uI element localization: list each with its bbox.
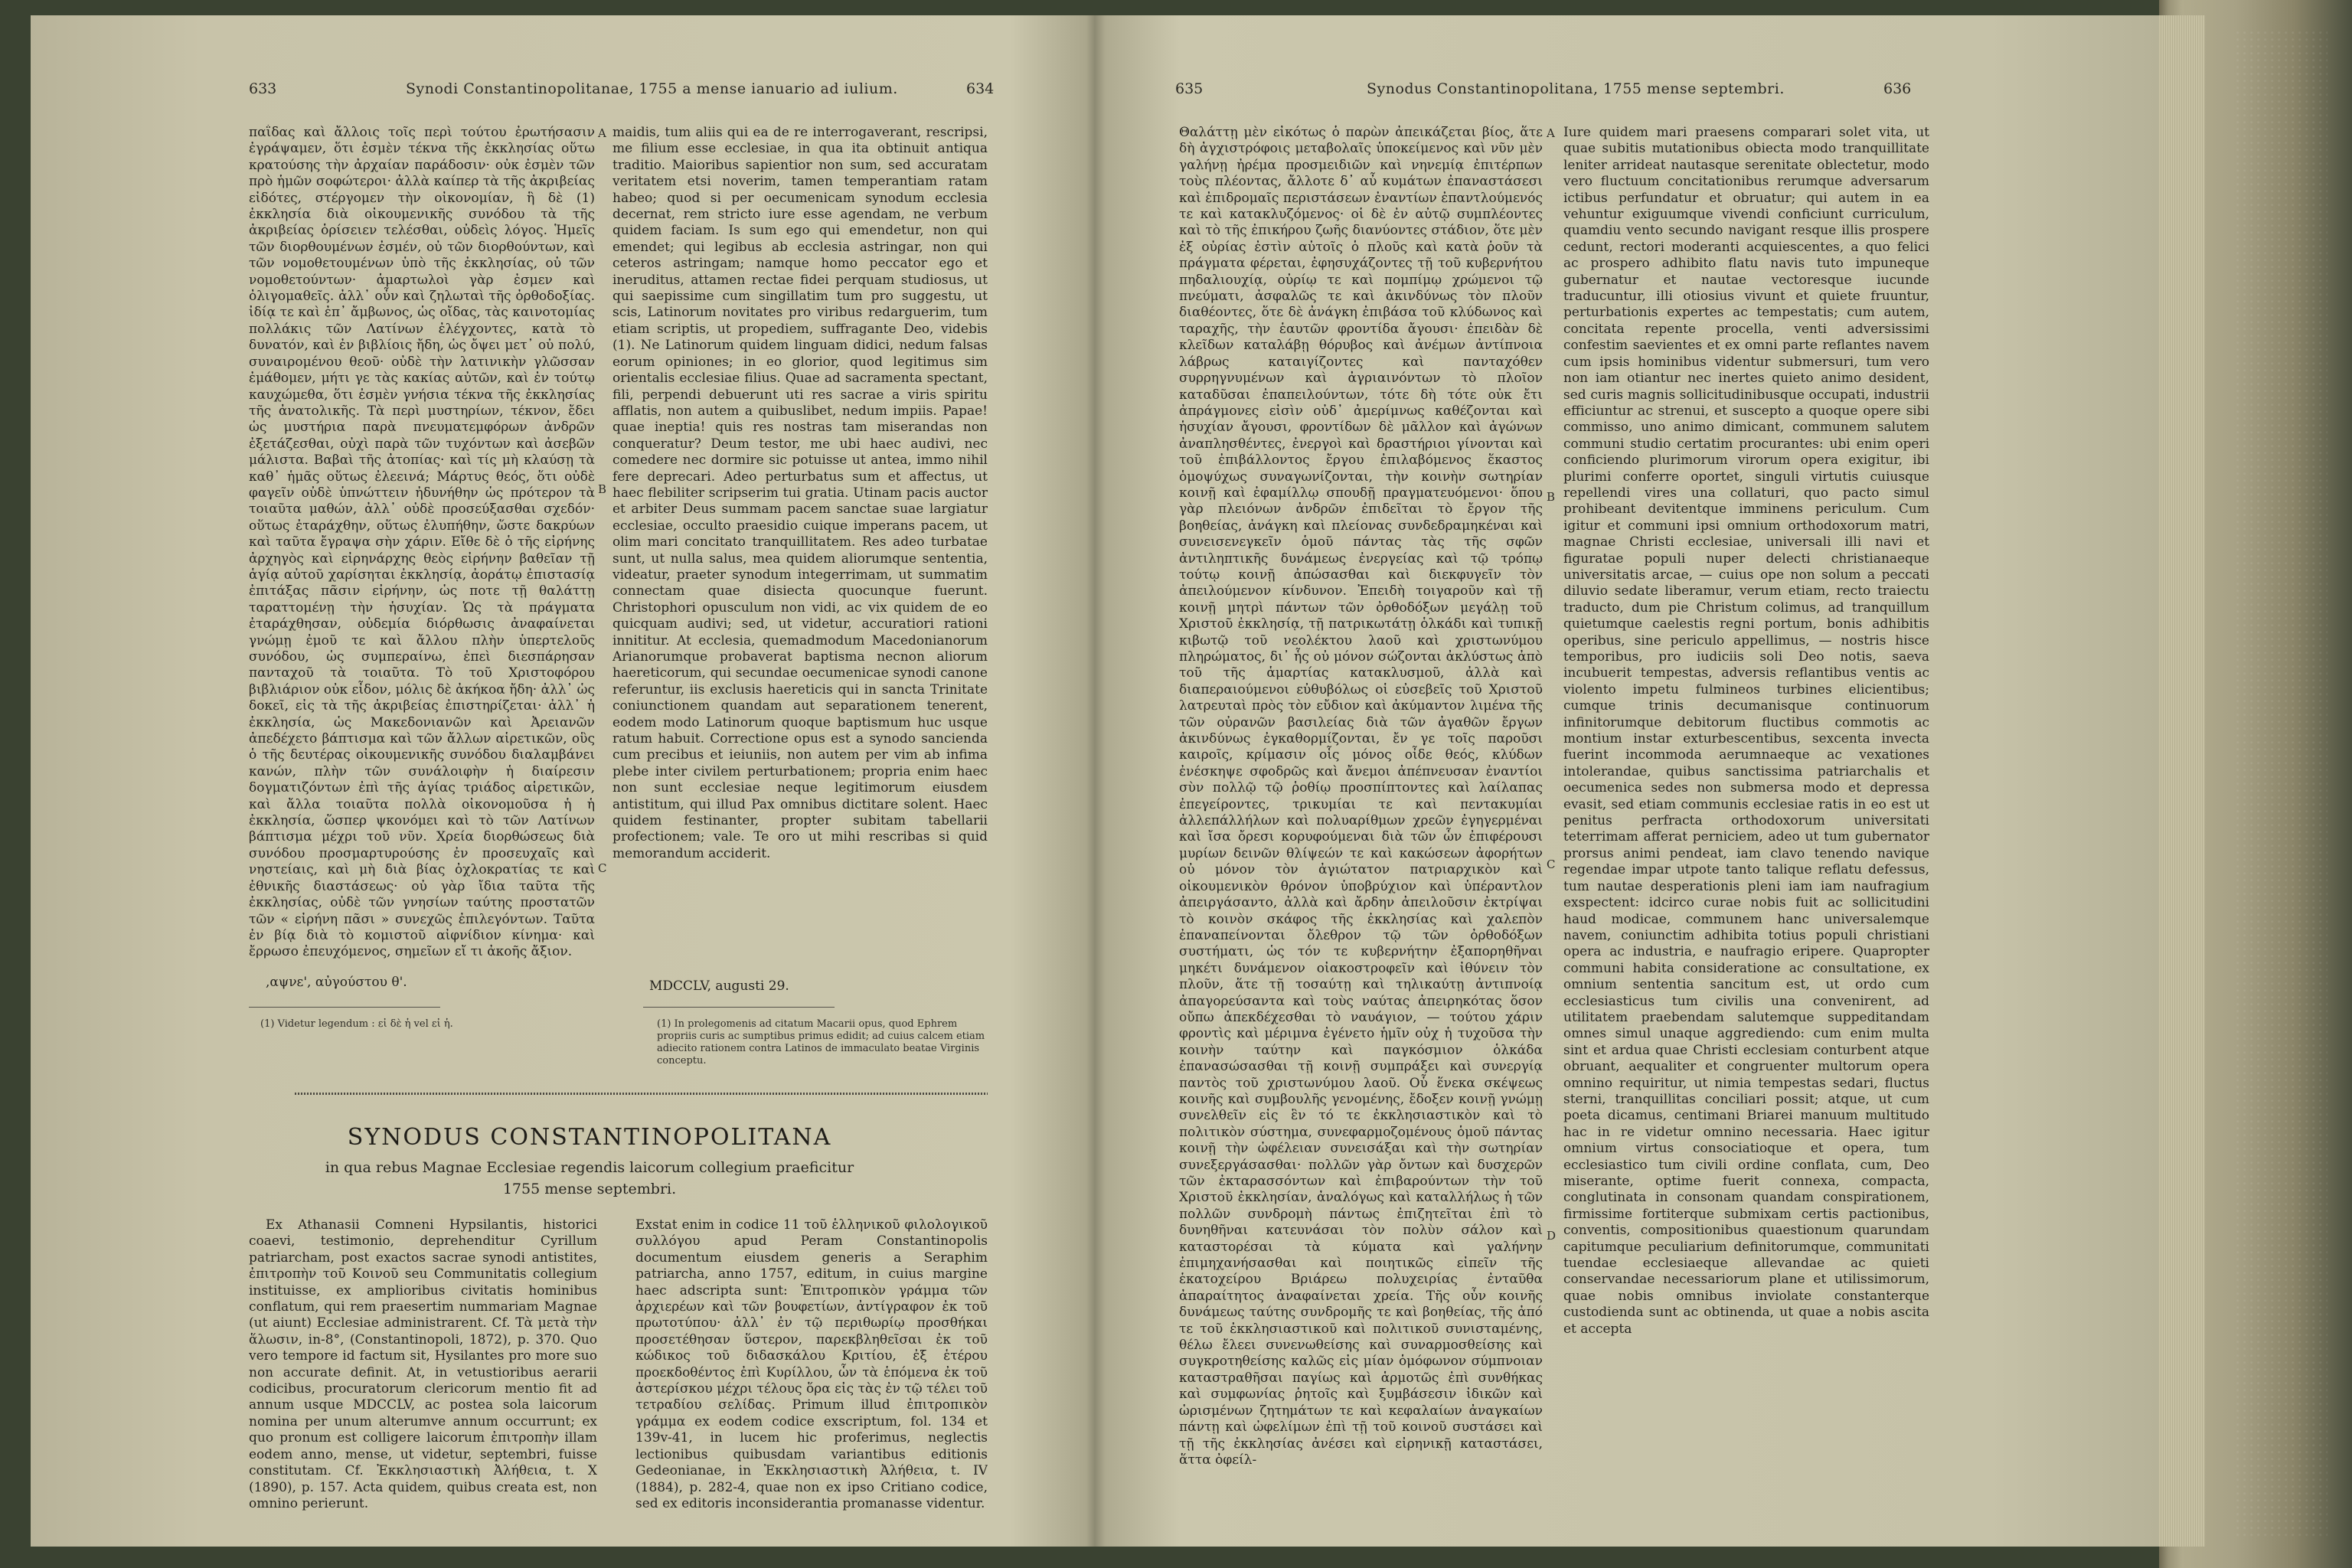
intro-column-2 [635, 1217, 988, 1524]
margin-letter-b: B [598, 482, 607, 496]
greek-letter-column [249, 125, 595, 1005]
intro-text-2: Exstat enim in codice 11 τοῦ ἑλληνικοῦ φιλολογικοῦ συλλόγου apud Peram Constantinopolis documentum eiusdem generis a Seraphim patriarcha, anno 1757, editum, in cuius margine haec adscripta sunt: Ἐπιτροπικὸν γράμμα τῶν ἀρχιερέων καὶ τῶν βουφετίων, ἀντίγραφον ἐκ τοῦ πρωτοτύπου· ἀλλ᾽ ἐν τῷ περιθωρίῳ προσθήκαι προσετέθησαν ὕστερον, παρεκβληθεῖσαι ἐκ τοῦ κώδικος τοῦ διδασκάλου Κριτίου, ἐξ ἑτέρου προεκδοθέντος ἐπὶ Κυρίλλου, ὧν τὰ ἑπόμενα ἐκ τοῦ ἀστερίσκου μέχρι τέλους ὅρα εἰς τὰς ἐν τῷ τέλει τοῦ τετραδίου σελίδας. Primum illud ἐπιτροπικὸν γράμμα ex eodem codice exscriptum, fol. 134 et 139v-41, in lucem hic proferimus, neglectis lectionibus quibusdam variantibus editionis Gedeonianae, in Ἐκκλησιαστικὴ Ἀλήθεια, t. IV (1884), p. 282-4, quae non ex ipso Critiano codice, sed ex editoris inconsiderantia promanasse videntur. [635, 1217, 988, 1511]
section-divider [295, 1093, 988, 1095]
footnote-rule-right [643, 1007, 835, 1008]
intro-column-1 [249, 1217, 597, 1524]
section-subtitle-1: in qua rebus Magnae Ecclesiae regendis laicorum collegium praeficitur [325, 1159, 854, 1176]
running-head-right: Synodus Constantinopolitana, 1755 mense septembri. [1367, 80, 1785, 97]
margin-letter-d-right: D [1547, 1229, 1557, 1243]
latin-synod-column [1563, 125, 1929, 1526]
running-head-left: Synodi Constantinopolitanae, 1755 a mense ianuario ad iulium. [406, 80, 898, 97]
section-title: SYNODUS CONSTANTINOPOLITANA [347, 1124, 832, 1151]
page-number-635: 635 [1175, 80, 1204, 97]
latin-letter-date: MDCCLV, augusti 29. [649, 978, 789, 994]
page-number-633: 633 [249, 80, 277, 97]
cover-texture [2236, 31, 2328, 1539]
greek-synod-column [1179, 125, 1543, 1526]
latin-letter-column [612, 125, 988, 971]
page-number-634: 634 [966, 80, 995, 97]
margin-letter-a-right: A [1547, 126, 1555, 140]
margin-letter-c-right: C [1547, 858, 1556, 871]
page-edges [2159, 15, 2205, 1547]
latin-synod-text: Iure quidem mari praesens comparari solet vita, ut quae subitis mutationibus obiecta modo tranquillitate leniter arrideat nautasque serenitate oblectetur, modo vero fluctuum concitationibus rerumque adversarum ictibus perfundatur et obruatur; qui autem in ea vehuntur exiguumque vivendi conficiunt curriculum, quamdiu vento secundo navigant resque illis prospere cedunt, rectori moderanti acquiescentes, a quo felici ac prospero adhibito flatu navis tuto impuneque gubernatur et nautae vectoresque iucunde traducuntur, illi otiosius vivunt et quiete fruuntur, perturbationis expertes ac tempestatis; cum autem, concitata repente procella, venti adversissimi confestim saevientes et ex omni parte reflantes navem cum ipsis hominibus videntur submersuri, tum vero non iam otiantur nec inertes quieto animo desident, sed curis magnis sollicitudinibusque occupati, industrii efficiuntur ac strenui, et suscepto a quoque opere sibi commisso, uno animo dimicant, communem salutem communi studio certatim procurantes: ubi enim operi conficiendo plurimorum virorum opera exigitur, ibi plurimi conferre oportet, singuli virtutis cuiusque repellendi vires una collaturi, quo pacto simul prohibeant devitentque imminens periculum. Cum igitur et communi ipsi omnium orthodoxorum matri, magnae Christi ecclesiae, universali illi navi et figuratae populi nuper delecti christianaeque universitatis arcae, — cuius ope non solum a peccati diluvio sedate liberamur, verum etiam, recto traiectu traducto, dum pie Christum colimus, ad tranquillum quietumque caelestis regni portum, bonis adhibitis operibus, sine periculo appellimus, — nostris hisce temporibus, pro iudiciis soli Deo notis, saeva incubuerit tempestas, adversis reflantibus ventis ac violento impetu fulmineos turbines elicientibus; cumque trinis decumanisque continuorum infinitorumque debitorum fluctibus commotis ac montium instar exturbescentibus, sexcenta invecta fuerint incommoda aerumnaeque ac vexationes intolerandae, quibus sanctissima patriarchalis et oecumenica sedes non submersa modo et depressa evasit, sed etiam communis ecclesiae ratis in eo est ut penitus perfracta orthodoxorum universitati teterrimam afferat perniciem, adeo ut tum gubernator prorsus animi pendeat, iam clavo tenendo navique regendae impar utpote tanto talique reflatu defessus, tum nautae desperationis pleni iam iam naufragium exspectent: idcirco curae nobis fuit ac sollicitudini haud modicae, communem hanc universalemque navem, coniunctim adhibita totius populi christiani opera ac industria, e naufragio eripere. Quapropter communi habita consideratione ac consultatione, ex omnium sententia sancitum est, ut ordo cum ecclesiasticus tum civilis una convenirent, ad utilitatem praebendam salutemque suppeditandam omnes simul unaque aggrediendo: cum enim multa sint et ardua quae Christi ecclesiam conturbent atque obruant, aequaliter et congruenter multorum opera omnino requiritur, ut nimia tempestas sedari, fluctus sterni, tranquillitas conciliari possit; atque, ut cum poeta dicamus, centimani Briarei manuum multitudo hac in re videtur omnino necessaria. Haec igitur omnium virtus consociatioque et opera, tum ecclesiastico tum civili ordine conflata, cum, Deo miserante, optime fuerit connexa, compacta, conglutinata in consonam quandam conspirationem, firmissime fortiterque submixam certis pactionibus, conventis, compositionibus quaestionum quarundam capitumque peculiarium definitorumque, communitati tuendae ecclesiaeque allevandae ac quieti conservandae necessariorum plane et utilissimorum, quae nobis omnibus inviolate constanterque custodienda sunt ac obtinenda, ut quae a nobis ascita et accepta [1563, 125, 1929, 1337]
margin-letter-b-right: B [1547, 490, 1556, 504]
latin-letter-text: maidis, tum aliis qui ea de re interrogaverant, rescripsi, me filium esse ecclesiae, in qua ita obtinuit antiqua traditio. Maioribus sapientior non sum, sed accuratam veritatem etsi noverim, tamen temperantiam ratam habeo; quod si per oecumenicam synodum ecclesia decernat, rem stricto iure esse agendam, ne verbum quidem faciam. Is sum ego qui emendetur, non qui emendet; qui legibus ab ecclesia astringar, non qui ceteros astringam; namque homo peccator ego et ineruditus, attamen rectae fidei perquam studiosus, ut qui saepissime cum singillatim tum pro suggestu, ut scis, Latinorum novitates pro viribus redarguerim, tum etiam scriptis, ut propediem, suffragante Deo, videbis (1). Ne Latinorum quidem linguam didici, nedum falsas eorum opiniones; in eo glorior, quod legitimus sim orientalis ecclesiae filius. Quae ad sacramenta spectant, fili, perpendi debuerunt uti res sacrae a viris spiritu afflatis, non autem a quibuslibet, nedum impiis. Papae! quae ineptia! quis res nostras tam miserandas non conqueratur? Deum testor, me ubi haec audivi, nec comedere nec dormire sic potuisse ut antea, immo nihil fere deprecari. Adeo perturbatus sum et affectus, ut haec flebiliter scripserim tui gratia. Utinam pacis auctor et arbiter Deus summam pacem sanctae suae largiatur ecclesiae, occulto praesidio cuique imperans pacem, ut olim mari concitato tranquillitatem. Res adeo turbatae sunt, ut nulla salus, mea quidem aliorumque sententia, videatur, praeter synodum integerrimam, ut summatim connectam quae disiecta quocunque fuerunt. Christophori opusculum non vidi, ac vix quidem de eo quicquam audivi; sed, ut videtur, accuratiori rationi innititur. At ecclesia, quemadmodum Macedonianorum Arianorumque probaverat baptisma necnon aliorum haereticorum, qui secundae oecumenicae synodi canone referuntur, iis exclusis haereticis qui in sancta Trinitate coniunctionem quandam aut separationem tenerent, eodem modo Latinorum quoque baptismum huc usque ratum habuit. Correctione opus est a synodo sancienda cum precibus et ieiuniis, non autem per vim ab infima plebe inter civilem perturbationem; propria enim haec non sunt ecclesiae neque legitimorum eiusdem antistitum, qui illud Pax omnibus dictitare solent. Haec quidem festinanter, propter subitam tabellarii profectionem; vale. Te oro ut mihi rescribas si quid memorandum acciderit. [612, 125, 988, 861]
margin-letter-a: A [598, 126, 606, 140]
book-spread [31, 15, 2159, 1547]
page-number-636: 636 [1883, 80, 1912, 97]
intro-text-1: Ex Athanasii Comneni Hypsilantis, historici coaevi, testimonio, deprehenditur Cyrillum patriarcham, post exactos sacrae synodi antistites, ἐπιτροπὴν τοῦ Κοινοῦ seu Communitatis collegium instituisse, ex amplioribus civitatis hominibus conflatum, qui rem praesertim nummariam Magnae (ut aiunt) Ecclesiae administrarent. Cf. Τὰ μετὰ τὴν ἅλωσιν, in-8°, (Constantinopoli, 1872), p. 370. Quo vero tempore id factum sit, Hysilantes pro more suo non accurate definit. At, in vetustioribus aerarii codicibus, procuratorum clericorum mentio fit ad annum usque MDCCLV, ac postea sola laicorum nomina per unum alterumve annum occurrunt; ex quo pronum est colligere laicorum ἐπιτροπὴν illam eodem anno, mense, ut videtur, septembri, fuisse constitutam. Cf. Ἐκκλησιαστικὴ Ἀλήθεια, t. X (1890), p. 157. Acta quidem, quibus creata est, non omnino perierunt. [249, 1217, 597, 1511]
left-page [31, 15, 1095, 1547]
footnote-rule-left [249, 1007, 440, 1008]
footnote-greek: (1) Videtur legendum : εἰ δὲ ἡ vel εἰ ἡ. [260, 1018, 453, 1030]
footnote-latin: (1) In prolegomenis ad citatum Macarii opus, quod Ephrem propriis curis ac sumptibus primus edidit; ad cuius calcem etiam adiecito rationem contra Latinos de immaculato beatae Virginis conceptu. [657, 1018, 985, 1067]
greek-synod-text: Θαλάττῃ μὲν εἰκότως ὁ παρὼν ἀπεικάζεται βίος, ἅτε δὴ ἀγχιστρόφοις μεταβολαῖς ὑποκείμενος καὶ νῦν μὲν γαλήνῃ ἠρέμα προσμειδιῶν καὶ νηνεμίᾳ ἐπιτέρπων τοὺς πλέοντας, ἄλλοτε δ᾽ αὖ κυμάτων ἐπαναστάσεσι καὶ ἐπιδρομαῖς περιστάσεων ἐναντίων ἐπαντλούμενός τε καὶ κατακλυζόμενος· οἱ δὲ ἐν αὐτῷ συμπλέοντες καὶ τὸ τῆς ἐπικήρου ζωῆς διανύοντες στάδιον, ὅτε μὲν ἐξ οὐρίας ἐστὶν αὐτοῖς ὁ πλοῦς καὶ κατὰ ῥοῦν τὰ πράγματα φέρεται, ἐφησυχάζοντες τῇ τοῦ κυβερνήτου πηδαλιουχίᾳ, οὐρίῳ τε καὶ πομπίμῳ χρώμενοι τῷ πνεύματι, ἀσφαλῶς τε καὶ ἀκινδύνως τὸν πλοῦν διαθέοντες, ὅτε δὲ ἀνάγκη ἐπιβάσα τοῦ κλύδωνος καὶ ταραχῆς, τὴν ἑαυτῶν φροντίδα ἄγουσι· ἐπειδὰν δὲ κλεῖδων καταλάβῃ θόρυβος καὶ ἀνέμων ἀντίπνοια λάβρως καταιγίζοντες καὶ πανταχόθεν συρρηγνυμένων καὶ ἀγριαινόντων τὸ πλοῖον καταδῦσαι ἐπαπειλούντων, τότε δὴ τότε οὐκ ἔτι ἀπράγμονες εἰσὶν οὐδ᾽ ἀμερίμνως καθέζονται καὶ ἡσυχίαν ἄγουσι, φροντίδων δὲ μᾶλλον καὶ ἀγώνων ἀναπλησθέντες, ἐνεργοὶ καὶ δραστήριοι γίνονται καὶ τοῦ ἐπιβάλλοντος ἔργου ἐπιλαβόμενος ἕκαστος ὁμοψύχως συναγωνίζονται, τὴν κοινὴν σωτηρίαν κοινῇ καὶ ἐφαμίλλῳ σπουδῇ πραγματευόμενοι· ὅπου γὰρ πλειόνων ἀνδρῶν ἐπιδεῖται τὸ ἔργον τῆς βοηθείας, ἀνάγκη καὶ πλείονας συνδεδραμηκέναι καὶ συνεισενεγκεῖν ὁμοῦ πάντας τὰς τῆς σφῶν ἀντιληπτικῆς δυνάμεως ἐνεργείας καὶ τῷ τρόπῳ τούτῳ κοινῇ ἀπώσασθαι καὶ διεκφυγεῖν τὸν ἀπειλούμενον κίνδυνον. Ἐπειδὴ τοιγαροῦν καὶ τῇ κοινῇ μητρὶ πάντων τῶν ὀρθοδόξων μεγάλῃ τοῦ Χριστοῦ ἐκκλησίᾳ, τῇ πατρικωτάτῃ ὁλκάδι καὶ τυπικῇ κιβωτῷ τοῦ νεολέκτου λαοῦ καὶ χριστωνύμου πληρώματος, δι᾽ ἧς οὐ μόνον σώζονται ἀκλύστως ἀπὸ τοῦ τῆς ἁμαρτίας κατακλυσμοῦ, ἀλλὰ καὶ διαπεραιούμενοι εὐθυβόλως οἱ εὐσεβεῖς τοῦ Χριστοῦ λατρευταὶ πρὸς τὸν εὔδιον καὶ ἀκύμαντον λιμένα τῆς τῶν οὐρανῶν βασιλείας διὰ τῶν ἀγαθῶν ἔργων ἀκινδύνως ἐγκαθορμίζονται, ἔν γε τοῖς παροῦσι καιροῖς, κρίμασιν οἷς μόνος οἶδε θεός, κλύδων ἐνέσκηψε σφοδρῶς καὶ ἄνεμοι ἀπέπνευσαν ἐναντίοι σὺν πολλῷ τῷ ῥοθίῳ προσπίπτοντες καὶ λαίλαπας ἐπεγείροντες, τρικυμίαι τε καὶ πεντακυμίαι ἀλλεπάλλήλων καὶ πολυαρίθμων χρεῶν ἐγηγερμέναι καὶ ἴσα ὄρεσι κορυφούμεναι διὰ τῶν ὧν ἐπιφέρουσι μυρίων δεινῶν θλίψεών τε καὶ κακώσεων ἀφορήτων οὐ μόνον τὸν ἀγιώτατον πατριαρχικὸν καὶ οἰκουμενικὸν θρόνον ὑποβρύχιον καὶ ὑπέραντλον ἀπειργάσαντο, ἀλλὰ καὶ ἄρδην ἀπειλοῦσιν ἐκτρίψαι τὸ κοινὸν σκάφος τῆς ἐκκλησίας καὶ χαλεπὸν ἐπαναπείνονται ὄλεθρον τῷ τῶν ὀρθοδόξων συστήματι, ὡς τόν τε κυβερνήτην ἐξαπορηθῆναι μηκέτι δυνάμενον οἰακοστροφεῖν καὶ ἰθύνειν τὸν πλοῦν, ἅτε τῇ τοσαύτῃ καὶ τηλικαύτῃ ἀντιπνοίᾳ ἀπαγορεύσαντα καὶ τοὺς ναύτας ἀπειρηκότας ὅσον οὔπω ἀπεκδέχεσθαι τὸ ναυάγιον, — τούτου χάριν φροντὶς καὶ μέριμνα ἐγένετο ἡμῖν οὐχ ἡ τυχοῦσα τὴν κοινὴν ταύτην καὶ παγκόσμιον ὁλκάδα ἐπανασώσασθαι τῇ κοινῇ συμπράξει καὶ συνεργίᾳ παντὸς τοῦ χριστωνύμου λαοῦ. Οὗ ἕνεκα σκέψεως κοινῆς καὶ συμβουλῆς γενομένης, ἔδοξεν κοινῇ γνώμῃ συνελθεῖν εἰς ἓν τό τε ἐκκλησιαστικὸν καὶ τὸ πολιτικὸν σύστημα, συνεφαρμοζομένους ὁμοῦ πάντας κοινῇ τὴν ὠφέλειαν συνεισάξαι καὶ τὴν σωτηρίαν συνεξεργάσασθαι· πολλῶν γὰρ ὄντων καὶ δυσχερῶν τῶν ἐκταρασσόντων καὶ ἐπιβαρούντων τὴν τοῦ Χριστοῦ ἐκκλησίαν, ἀναλόγως καὶ καταλλήλως ἡ τῶν πολλῶν συνδρομὴ πάντως ἐπιζητεῖται ἐπὶ τὸ δυνηθῆναι κατευνάσαι τὸν πολὺν σάλον καὶ καταστορέσαι τὰ κύματα καὶ γαλήνην ἐπιμηχανήσασθαι καὶ ποιητικῶς εἰπεῖν τῆς ἑκατοχείρου Βριάρεω πολυχειρίας ἐνταῦθα ἀπαραίτητος ἀναφαίνεται χρεία. Τῆς οὖν κοινῆς δυνάμεως ταύτης συνδρομῆς τε καὶ βοηθείας, τῆς ἀπό τε τοῦ ἐκκλησιαστικοῦ καὶ πολιτικοῦ συνισταμένης, θέλω ἔλεει συνενωθείσης καὶ συναρμοσθείσης καὶ συγκροτηθείσης καλῶς εἰς μίαν ὁμόφωνον σύμπνοιαν καταστραθῆσαι παγίως καὶ ἁρμοτῶς ἐπὶ συνθήκας καὶ συμφωνίας ῥητοῖς καὶ ξυμβάσεσιν ἰδικῶν καὶ ὡρισμένων ζητημάτων τε καὶ κεφαλαίων ἀναγκαίων πάντῃ καὶ ὠφελίμων ἐπὶ τῇ τοῦ κοινοῦ συστάσει καὶ τῇ τῆς ἐκκλησίας ἀνέσει καὶ εἰρηνικῇ καταστάσει, ἅττα ὀφείλ- [1179, 125, 1543, 1468]
section-subtitle-2: 1755 mense septembri. [502, 1181, 677, 1197]
right-page [1095, 15, 2159, 1547]
margin-letter-c: C [598, 861, 607, 875]
greek-letter-text: παΐδας καὶ ἄλλοις τοῖς περὶ τούτου ἐρωτήσασιν ἐγράψαμεν, ὅτι ἐσμὲν τέκνα τῆς ἐκκλησίας οὕτω κρατούσης τὴν ἀρχαίαν παράδοσιν· οὐκ ἐσμὲν τῶν πρὸ ἡμῶν σοφώτεροι· ἀλλὰ καίπερ τὰ τῆς ἀκριβείας εἰδότες, στέργομεν τὴν οἰκονομίαν, ἣ δὲ (1) ἐκκλησία διὰ οἰκουμενικῆς συνόδου τὰ τῆς ἀκριβείας ὁρίσειεν τελέσθαι, οὐδεὶς λόγος. Ἡμεῖς τῶν διορθουμένων ἐσμέν, οὐ τῶν διορθούντων, καὶ τῶν νομοθετουμένων ὑπὸ τῆς ἐκκλησίας, οὐ τῶν νομοθετούντων· ἁμαρτωλοὶ γὰρ ἐσμεν καὶ ὀλιγομαθεῖς. ἀλλ᾽ οὖν καὶ ζηλωταὶ τῆς ὀρθοδοξίας. ἰδίᾳ τε καὶ ἐπ᾽ ἄμβωνος, ὡς οἴδας, τὰς καινοτομίας πολλάκις τῶν Λατίνων ἐλέγχοντες, κατὰ τὸ δυνατόν, καὶ ἐν βιβλίοις ἤδη, ὡς ὄψει μετ᾽ οὐ πολύ, συναιρομένου θεοῦ· οὐδὲ τὴν λατινικὴν γλῶσσαν ἐμάθομεν, μήτι γε τὰς κακίας αὐτῶν, καὶ ἐν τούτῳ καυχώμεθα, ὅτι ἐσμὲν γνήσια τέκνα τῆς ἐκκλησίας τῆς ἀνατολικῆς. Τὰ περὶ μυστηρίων, τέκνον, ἔδει ὡς μυστήρια παρὰ πνευματεμφόρων ἀνδρῶν ἐξετάζεσθαι, οὐχὶ παρὰ τῶν τυχόντων καὶ ἀσεβῶν μάλιστα. Βαβαὶ τῆς ἀτοπίας· καὶ τίς μὴ κλαύσῃ τὰ καθ᾽ ἡμᾶς οὕτως ἐλεεινά; Μάρτυς θεός, ὅτι οὐδὲ φαγεῖν οὐδὲ ὑπνώττειν ἠδυνήθην ὡς πρότερον τὰ τοιαῦτα μαθών, ἀλλ᾽ οὐδὲ προσεύξασθαι σχεδόν· οὕτως ἐταράχθην, οὕτως ἐλυπήθην, ὥστε δακρύων καὶ ταῦτα ἔγραψα σὴν χάριν. Εἴθε δὲ ὁ τῆς εἰρήνης ἀρχηγὸς καὶ εἰρηνάρχης θεὸς εἰρήνην βαθεῖαν τῇ ἁγίᾳ αὐτοῦ χαρίσηται ἐκκλησίᾳ, ἀοράτῳ ἐπιστασίᾳ ἐπιτάξας πᾶσιν εἰρήνην, ὡς ποτε τῇ θαλάττῃ ταραττομένῃ τὴν ἡσυχίαν. Ὡς τὰ πράγματα ἐταράχθησαν, οὐδεμία διόρθωσις ἀναφαίνεται γνώμῃ ἐμοῦ τε καὶ ἄλλου πλὴν ὑπερτελοῦς συνόδου, ὡς συμπεραίνω, ἐπεὶ διεσπάρησαν πανταχοῦ τὰ τοιαῦτα. Τὸ τοῦ Χριστοφόρου βιβλιάριον οὐκ εἶδον, μόλις δὲ ἀκήκοα ἤδη· ἀλλ᾽ ὡς δοκεῖ, εἰς τὰ τῆς ἀκριβείας ἐπιστηρίζεται· ἀλλ᾽ ἡ ἐκκλησία, ὡς Μακεδονιανῶν καὶ Ἀρειανῶν ἀπεδέχετο βάπτισμα καὶ τῶν ἄλλων αἱρετικῶν, οὓς ὁ τῆς δευτέρας οἰκουμενικῆς συνόδου διαλαμβάνει κανών, πλὴν τῶν συνάλοιφὴν ἡ διαίρεσιν δογματιζόντων ἐπὶ τῆς ἁγίας τριάδος αἱρετικῶν, καὶ ἄλλα τοιαῦτα πολλὰ οἰκονομοῦσα ἡ ἡ ἐκκλησία, ὥσπερ ψκονόμει καὶ τὸ τῶν Λατίνων βάπτισμα μέχρι τοῦ νῦν. Χρεία διορθώσεως διὰ συνόδου προσμαρτυρούσης ἐν προσευχαῖς καὶ νηστείαις, καὶ μὴ διὰ βίας ὀχλοκρατίας τε καὶ ἐθνικῆς διαστάσεως· οὐ γὰρ ἴδια ταῦτα τῆς ἐκκλησίας, οὐδὲ τῶν γνησίων ταύτης προστατῶν τῶν « εἰρήνη πᾶσι » συνεχῶς ἐπιλεγόντων. Ταῦτα ἐν βίᾳ διὰ τὸ κομιστοῦ αἰφνίδιον κίνημα· καὶ ἔρρωσο ἐπευχόμενος, σημεῖων εἴ τι ἀκοῆς ἄξιον. [249, 125, 595, 960]
greek-letter-date: ,αψνε', αὐγούστου θ'. [266, 974, 407, 990]
